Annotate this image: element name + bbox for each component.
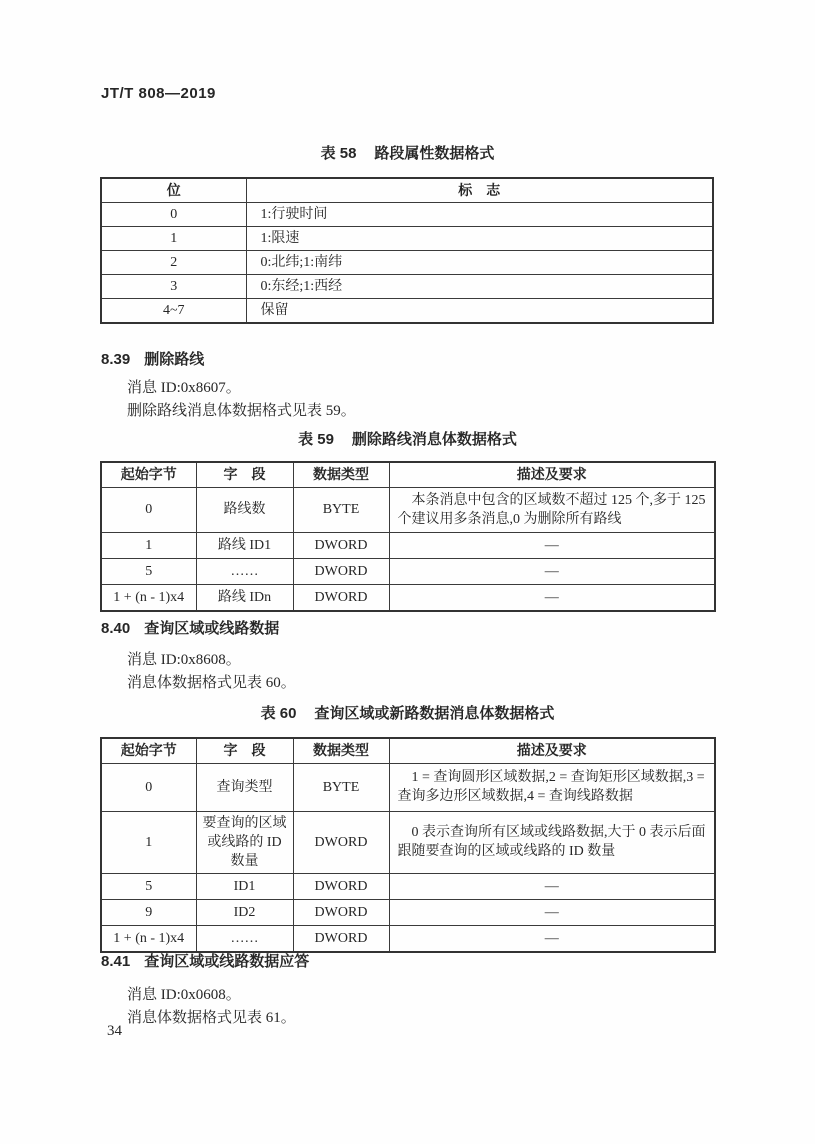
table-header-row [101, 738, 715, 763]
table-cell: BYTE [293, 487, 389, 532]
section-heading-8-40 [101, 617, 279, 638]
table-cell: 0 [101, 763, 196, 811]
table-cell: 1 + (n - 1)x4 [101, 584, 196, 611]
table-cell: 1:限速 [246, 227, 713, 251]
section-title: 删除路线 [144, 351, 205, 368]
column-header: 起始字节 [101, 738, 196, 763]
column-header: 标 志 [246, 178, 713, 203]
table-cell: ID1 [196, 873, 293, 899]
table-caption-title: 删除路线消息体数据格式 [351, 431, 517, 448]
table-60-caption [0, 702, 815, 723]
table-59-caption [0, 428, 815, 449]
section-number: 8.40 [101, 620, 131, 637]
table-cell: — [389, 873, 715, 899]
table-cell: 本条消息中包含的区域数不超过 125 个,多于 125 个建议用多条消息,0 为删除所有路线 [389, 487, 715, 532]
table-caption-label: 表 60 [260, 705, 297, 722]
table-row [101, 584, 715, 611]
table-cell: — [389, 899, 715, 925]
table-cell: 9 [101, 899, 196, 925]
section-title: 查询区域或线路数据 [144, 620, 280, 637]
table-cell: 3 [101, 275, 246, 299]
paragraph-message-id: 消息 ID:0x0608。 [127, 987, 241, 1003]
table-caption-title: 查询区域或新路数据消息体数据格式 [314, 705, 555, 722]
table-caption-label: 表 58 [320, 145, 357, 162]
column-header: 位 [101, 178, 246, 203]
table-caption-label: 表 59 [298, 431, 334, 448]
table-cell: 要查询的区域或线路的 ID 数量 [196, 811, 293, 873]
table-cell: 5 [101, 873, 196, 899]
column-header: 字 段 [196, 738, 293, 763]
table-cell: — [389, 925, 715, 952]
table-head [101, 178, 713, 203]
table-cell: 0 [101, 203, 246, 227]
table-cell: 保留 [246, 299, 713, 324]
table-cell: 0:北纬;1:南纬 [246, 251, 713, 275]
table-row [101, 532, 715, 558]
table-cell: 查询类型 [196, 763, 293, 811]
table-row [101, 558, 715, 584]
table-cell: DWORD [293, 811, 389, 873]
column-header: 描述及要求 [389, 738, 715, 763]
table-header-row [101, 178, 713, 203]
table-row [101, 763, 715, 811]
table-cell: DWORD [293, 899, 389, 925]
paragraph-format-reference: 消息体数据格式见表 60。 [127, 675, 296, 691]
table-cell: 0 [101, 487, 196, 532]
section-number: 8.41 [101, 953, 131, 970]
table-cell: ID2 [196, 899, 293, 925]
table-caption-title: 路段属性数据格式 [374, 145, 495, 162]
table-cell: — [389, 584, 715, 611]
table-cell: DWORD [293, 584, 389, 611]
page-number: 34 [107, 1023, 122, 1039]
table-cell: DWORD [293, 532, 389, 558]
table-cell: 0:东经;1:西经 [246, 275, 713, 299]
table-cell: DWORD [293, 873, 389, 899]
table-header-row [101, 462, 715, 487]
table-body [101, 763, 715, 952]
paragraph-message-id: 消息 ID:0x8607。 [127, 380, 241, 396]
section-heading-8-41 [101, 950, 309, 971]
table-head [101, 462, 715, 487]
standard-number-header: JT/T 808—2019 [101, 85, 216, 102]
table-cell: 1 [101, 532, 196, 558]
table-59-delete-route-message [100, 461, 716, 612]
column-header: 数据类型 [293, 738, 389, 763]
table-cell: 1 = 查询圆形区域数据,2 = 查询矩形区域数据,3 = 查询多边形区域数据,4 = 查询线路数据 [389, 763, 715, 811]
column-header: 描述及要求 [389, 462, 715, 487]
table-60-query-area-route-message [100, 737, 716, 953]
column-header: 数据类型 [293, 462, 389, 487]
table-cell: 1:行驶时间 [246, 203, 713, 227]
table-cell: 4~7 [101, 299, 246, 324]
table-row [101, 251, 713, 275]
table-row [101, 487, 715, 532]
table-row [101, 925, 715, 952]
table-cell: 0 表示查询所有区域或线路数据,大于 0 表示后面跟随要查询的区域或线路的 ID 数量 [389, 811, 715, 873]
table-head [101, 738, 715, 763]
section-number: 8.39 [101, 351, 131, 368]
table-row [101, 275, 713, 299]
table-cell: 2 [101, 251, 246, 275]
paragraph-format-reference: 消息体数据格式见表 61。 [127, 1010, 296, 1026]
table-cell: 路线 IDn [196, 584, 293, 611]
section-title: 查询区域或线路数据应答 [144, 953, 310, 970]
table-cell: 1 [101, 227, 246, 251]
table-cell: 5 [101, 558, 196, 584]
table-cell: — [389, 532, 715, 558]
table-cell: DWORD [293, 558, 389, 584]
section-heading-8-39 [101, 348, 204, 369]
table-cell: 1 [101, 811, 196, 873]
paragraph-message-id: 消息 ID:0x8608。 [127, 652, 241, 668]
table-row [101, 873, 715, 899]
table-row [101, 899, 715, 925]
table-cell: 路线数 [196, 487, 293, 532]
table-cell: BYTE [293, 763, 389, 811]
table-cell: …… [196, 558, 293, 584]
table-row [101, 299, 713, 324]
table-cell: 1 + (n - 1)x4 [101, 925, 196, 952]
table-body [101, 203, 713, 324]
table-cell: …… [196, 925, 293, 952]
column-header: 起始字节 [101, 462, 196, 487]
column-header: 字 段 [196, 462, 293, 487]
table-cell: — [389, 558, 715, 584]
table-58-caption [0, 142, 815, 163]
table-58-road-segment-attributes [100, 177, 714, 324]
table-row [101, 811, 715, 873]
table-cell: DWORD [293, 925, 389, 952]
table-body [101, 487, 715, 611]
table-row [101, 227, 713, 251]
table-cell: 路线 ID1 [196, 532, 293, 558]
paragraph-format-reference: 删除路线消息体数据格式见表 59。 [127, 403, 356, 419]
table-row [101, 203, 713, 227]
